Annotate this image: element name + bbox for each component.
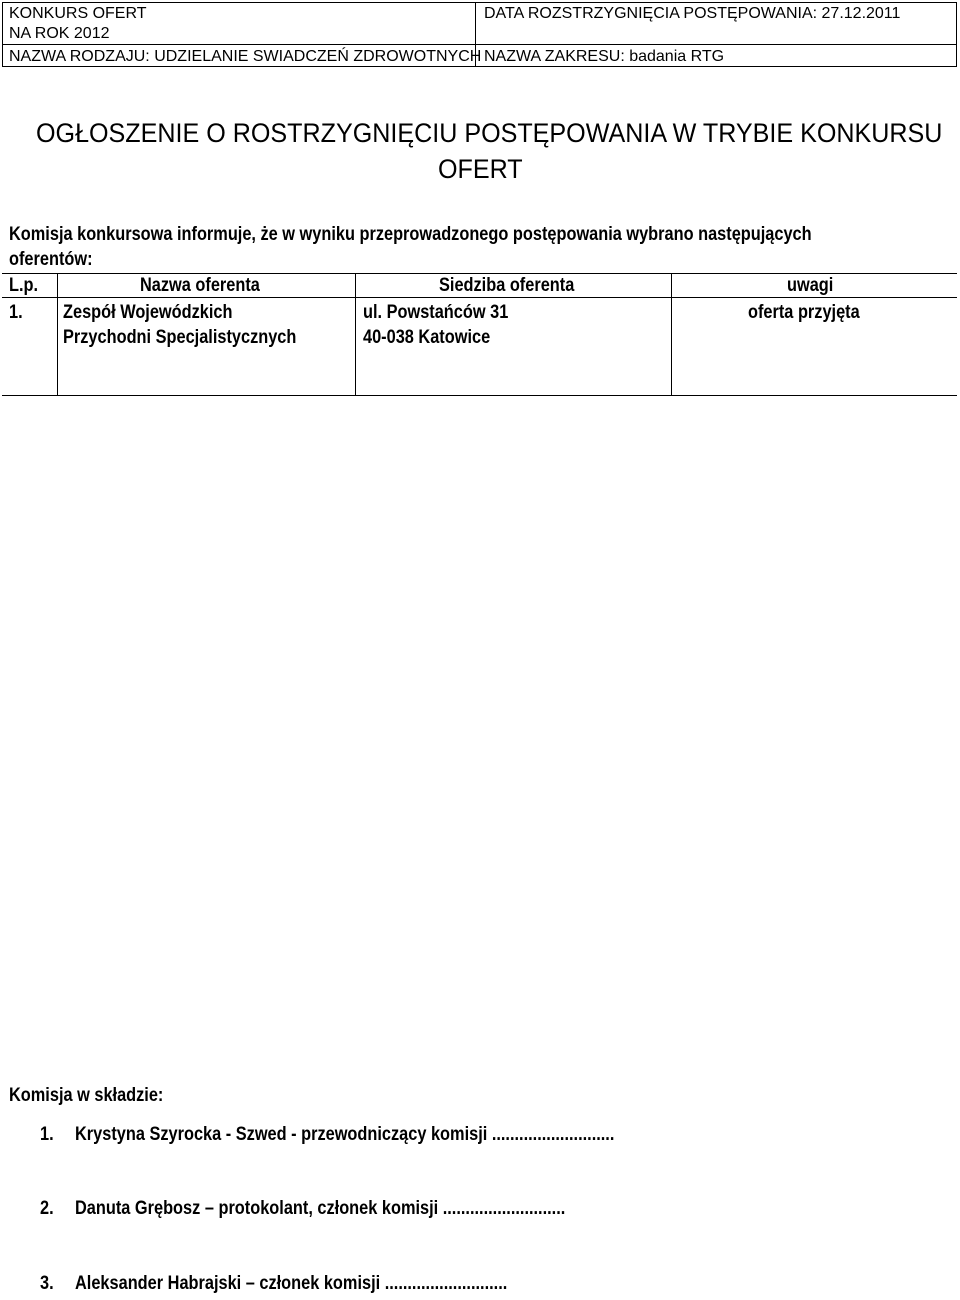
header-border-top [2, 2, 957, 3]
page-title-line1: OGŁOSZENIE O ROSTRZYGNIĘCIU POSTĘPOWANIA W TRYBIE KONKURSU [36, 118, 943, 148]
header-date: DATA ROZSTRZYGNIĘCIA POSTĘPOWANIA: 27.12.2011 [484, 5, 901, 22]
table-row-address-line2: 40-038 Katowice [363, 327, 491, 348]
intro-line2: oferentów: [9, 249, 93, 270]
header-competition: KONKURS OFERT [9, 5, 147, 22]
table-col-divider-2 [355, 273, 356, 396]
table-header-lp: L.p. [9, 275, 39, 296]
table-header-name: Nazwa oferenta [140, 275, 260, 296]
committee-heading: Komisja w składzie: [9, 1085, 164, 1106]
table-row-name-line2: Przychodni Specjalistycznych [63, 327, 297, 348]
header-scope: NAZWA ZAKRESU: badania RTG [484, 48, 725, 65]
table-header-address: Siedziba oferenta [439, 275, 575, 296]
committee-member-1: Krystyna Szyrocka - Szwed - przewodniczący komisji ........................... [75, 1124, 615, 1145]
committee-member-2: Danuta Grębosz – protokolant, członek komisji ........................... [75, 1198, 566, 1219]
table-row-address-line1: ul. Powstańców 31 [363, 302, 509, 323]
header-year: NA ROK 2012 [9, 25, 110, 42]
table-border-top [2, 273, 957, 274]
table-header-remarks: uwagi [787, 275, 834, 296]
table-col-divider-1 [57, 273, 58, 396]
table-row-name-line1: Zespół Wojewódzkich [63, 302, 233, 323]
committee-member-1-num: 1. [40, 1124, 54, 1145]
header-border-left [2, 2, 3, 67]
table-border-bottom [2, 395, 957, 396]
header-type: NAZWA RODZAJU: UDZIELANIE SWIADCZEŃ ZDROWOTNYCH [9, 48, 482, 65]
page-title-line2: OFERT [438, 154, 523, 184]
table-col-divider-3 [671, 273, 672, 396]
header-row-divider [2, 44, 957, 45]
table-row-remarks: oferta przyjęta [748, 302, 860, 323]
committee-member-3-num: 3. [40, 1273, 54, 1294]
table-header-divider [2, 297, 957, 298]
committee-member-3: Aleksander Habrajski – członek komisji ........................... [75, 1273, 508, 1294]
intro-line1: Komisja konkursowa informuje, że w wyniku przeprowadzonego postępowania wybrano następujących [9, 224, 812, 245]
header-border-right [956, 2, 957, 67]
committee-member-2-num: 2. [40, 1198, 54, 1219]
table-row-lp: 1. [9, 302, 23, 323]
